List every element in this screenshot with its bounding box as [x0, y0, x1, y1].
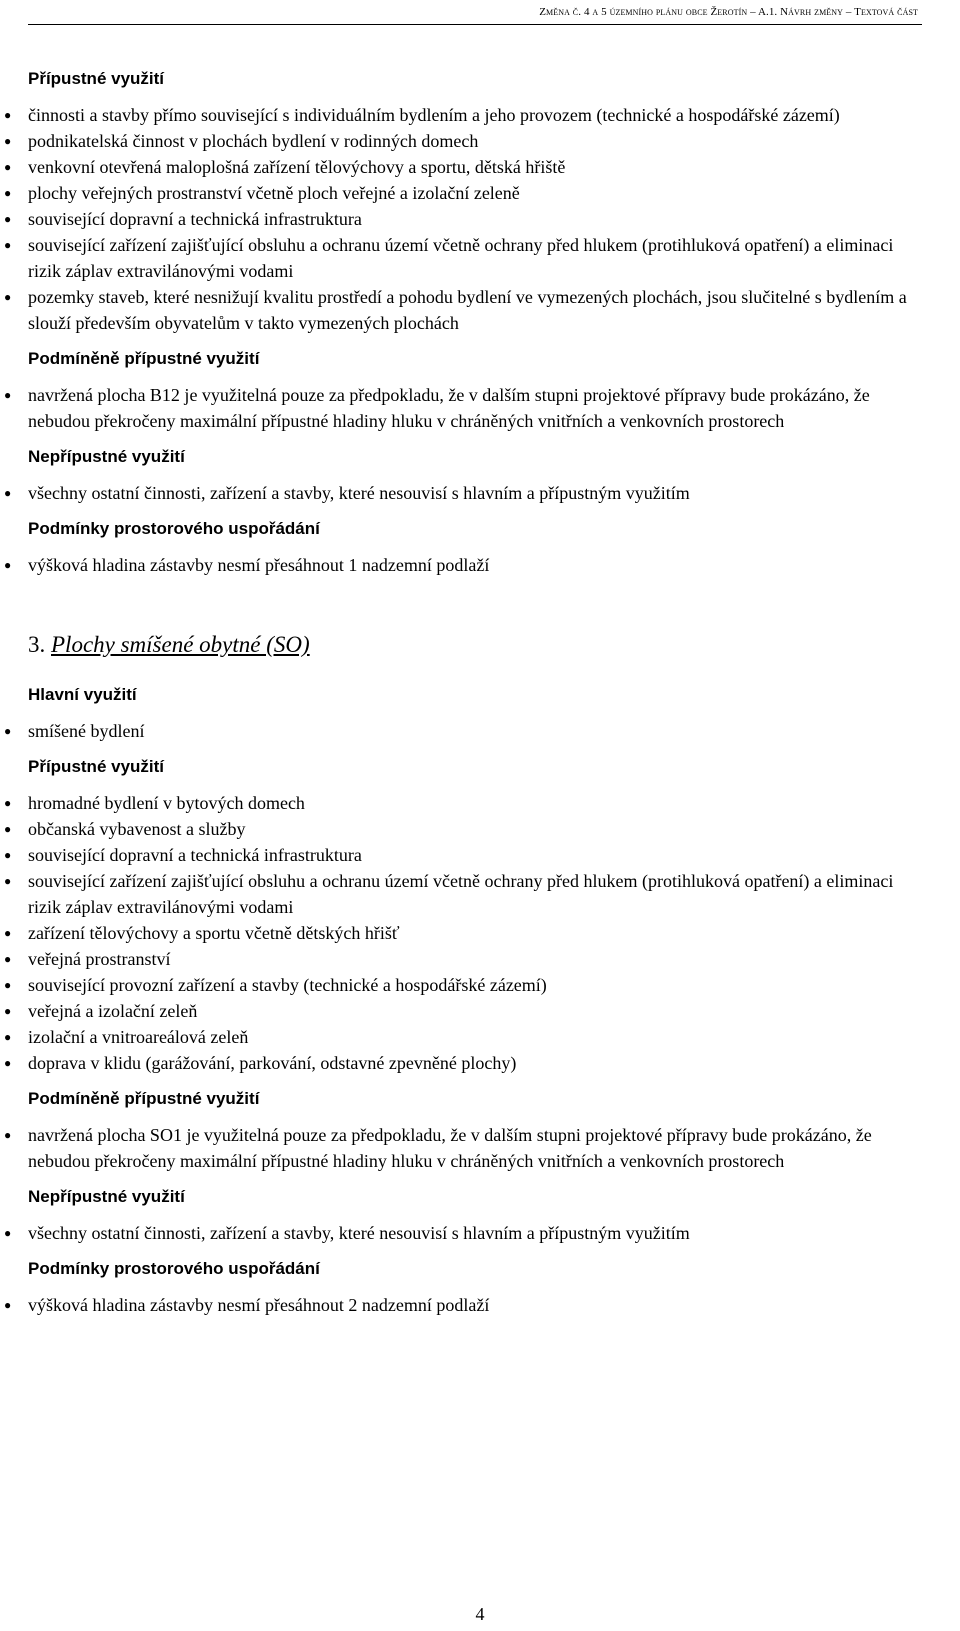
document-body	[0, 68, 925, 1330]
list-item	[0, 946, 925, 972]
list-item	[0, 180, 925, 206]
bullet-icon: ●	[4, 796, 12, 810]
list-item	[0, 552, 925, 578]
list-item	[0, 1122, 925, 1174]
bullet-icon: ●	[4, 108, 12, 122]
bullet-icon: ●	[4, 724, 12, 738]
list-item-text: navržená plocha SO1 je využitelná pouze za předpokladu, že v dalším stupni projektové přípravy bude prokázáno, že nebudou překročeny maximální přípustné hladiny hluku v chráněných vnitřních a venkovních prostorech	[28, 1125, 872, 1171]
bullet-icon: ●	[4, 1004, 12, 1018]
list-item-text: související zařízení zajišťující obsluhu a ochranu území včetně ochrany před hlukem (protihluková opatření) a eliminaci rizik záplav extravilánovými vodami	[28, 235, 894, 281]
heading-so-pripustne-vyuziti: Přípustné využití	[28, 757, 165, 776]
bullet-icon: ●	[4, 926, 12, 940]
list-item	[0, 790, 925, 816]
list-item-text: veřejná prostranství	[28, 949, 171, 969]
bullet-icon: ●	[4, 952, 12, 966]
list-so-podminene-pripustne	[0, 1122, 925, 1174]
list-item	[0, 1050, 925, 1076]
list-item-text: venkovní otevřená maloplošná zařízení tělovýchovy a sportu, dětská hřiště	[28, 157, 566, 177]
list-item	[0, 102, 925, 128]
list-item	[0, 972, 925, 998]
heading-so-podminene-pripustne: Podmíněně přípustné využití	[28, 1089, 260, 1108]
bullet-icon: ●	[4, 388, 12, 402]
list-item-text: občanská vybavenost a služby	[28, 819, 246, 839]
list-item-text: pozemky staveb, které nesnižují kvalitu prostředí a pohodu bydlení ve vymezených plochách, jsou slučitelné s bydlením a slouží především obyvatelům v takto vymezených plochách	[28, 287, 907, 333]
list-item-text: činnosti a stavby přímo související s individuálním bydlením a jeho provozem (technické a hospodářské zázemí)	[28, 105, 840, 125]
bullet-icon: ●	[4, 134, 12, 148]
list-so-podminky-prostoroveho	[0, 1292, 925, 1318]
bullet-icon: ●	[4, 1226, 12, 1240]
bullet-icon: ●	[4, 978, 12, 992]
list-item	[0, 284, 925, 336]
list-item-text: výšková hladina zástavby nesmí přesáhnout 2 nadzemní podlaží	[28, 1295, 490, 1315]
heading-nepripustne-vyuziti: Nepřípustné využití	[28, 447, 185, 466]
list-item	[0, 998, 925, 1024]
list-item-text: související dopravní a technická infrastruktura	[28, 845, 362, 865]
list-item-text: související provozní zařízení a stavby (technické a hospodářské zázemí)	[28, 975, 547, 995]
heading-hlavni-vyuziti: Hlavní využití	[28, 685, 137, 704]
bullet-icon: ●	[4, 238, 12, 252]
bullet-icon: ●	[4, 290, 12, 304]
bullet-icon: ●	[4, 160, 12, 174]
list-item-text: navržená plocha B12 je využitelná pouze za předpokladu, že v dalším stupni projektové přípravy bude prokázáno, že nebudou překročeny maximální přípustné hladiny hluku v chráněných vnitřních a venkovních prostorech	[28, 385, 870, 431]
bullet-icon: ●	[4, 212, 12, 226]
list-item	[0, 206, 925, 232]
list-item-text: zařízení tělovýchovy a sportu včetně dětských hřišť	[28, 923, 400, 943]
heading-podminky-prostoroveho: Podmínky prostorového uspořádání	[28, 519, 320, 538]
bullet-icon: ●	[4, 1056, 12, 1070]
running-header-suffix: – A.1. Návrh změny – Textová část	[747, 6, 918, 18]
list-item	[0, 920, 925, 946]
running-header-prefix: Změna č. 4 a 5 územního plánu obce Žerotín	[539, 6, 748, 18]
list-nepripustne-vyuziti	[0, 480, 925, 506]
list-item-text: doprava v klidu (garážování, parkování, odstavné zpevněné plochy)	[28, 1053, 517, 1073]
list-podminene-pripustne	[0, 382, 925, 434]
page-number: 4	[475, 1604, 485, 1624]
list-item-text: všechny ostatní činnosti, zařízení a stavby, které nesouvisí s hlavním a přípustným využitím	[28, 1223, 690, 1243]
list-item	[0, 718, 925, 744]
list-item-text: plochy veřejných prostranství včetně ploch veřejné a izolační zeleně	[28, 183, 520, 203]
list-pripustne-vyuziti	[0, 102, 925, 336]
heading-pripustne-vyuziti: Přípustné využití	[28, 69, 165, 88]
bullet-icon: ●	[4, 1298, 12, 1312]
list-item-text: výšková hladina zástavby nesmí přesáhnout 1 nadzemní podlaží	[28, 555, 490, 575]
list-item-text: veřejná a izolační zeleň	[28, 1001, 198, 1021]
list-item	[0, 480, 925, 506]
bullet-icon: ●	[4, 186, 12, 200]
list-item	[0, 382, 925, 434]
list-item	[0, 842, 925, 868]
bullet-icon: ●	[4, 486, 12, 500]
list-item	[0, 154, 925, 180]
heading-podminene-pripustne: Podmíněně přípustné využití	[28, 349, 260, 368]
list-item-text: podnikatelská činnost v plochách bydlení v rodinných domech	[28, 131, 479, 151]
running-header	[539, 6, 918, 18]
list-podminky-prostoroveho	[0, 552, 925, 578]
heading-so-podminky-prostoroveho: Podmínky prostorového uspořádání	[28, 1259, 320, 1278]
list-item	[0, 1024, 925, 1050]
header-rule	[28, 24, 922, 25]
list-item-text: všechny ostatní činnosti, zařízení a stavby, které nesouvisí s hlavním a přípustným využitím	[28, 483, 690, 503]
list-item	[0, 816, 925, 842]
bullet-icon: ●	[4, 558, 12, 572]
list-item	[0, 868, 925, 920]
list-item-text: izolační a vnitroareálová zeleň	[28, 1027, 249, 1047]
list-item	[0, 232, 925, 284]
bullet-icon: ●	[4, 822, 12, 836]
list-so-nepripustne-vyuziti	[0, 1220, 925, 1246]
bullet-icon: ●	[4, 848, 12, 862]
bullet-icon: ●	[4, 1030, 12, 1044]
heading-so-nepripustne-vyuziti: Nepřípustné využití	[28, 1187, 185, 1206]
chapter-number: 3.	[28, 632, 46, 657]
chapter-heading-so	[28, 630, 925, 660]
list-item-text: hromadné bydlení v bytových domech	[28, 793, 305, 813]
list-hlavni-vyuziti	[0, 718, 925, 744]
chapter-title: Plochy smíšené obytné (SO)	[51, 632, 310, 657]
list-item-text: související zařízení zajišťující obsluhu a ochranu území včetně ochrany před hlukem (protihluková opatření) a eliminaci rizik záplav extravilánovými vodami	[28, 871, 894, 917]
list-item-text: smíšené bydlení	[28, 721, 145, 741]
list-item	[0, 128, 925, 154]
list-so-pripustne-vyuziti	[0, 790, 925, 1076]
bullet-icon: ●	[4, 1128, 12, 1142]
list-item	[0, 1292, 925, 1318]
bullet-icon: ●	[4, 874, 12, 888]
list-item-text: související dopravní a technická infrastruktura	[28, 209, 362, 229]
list-item	[0, 1220, 925, 1246]
